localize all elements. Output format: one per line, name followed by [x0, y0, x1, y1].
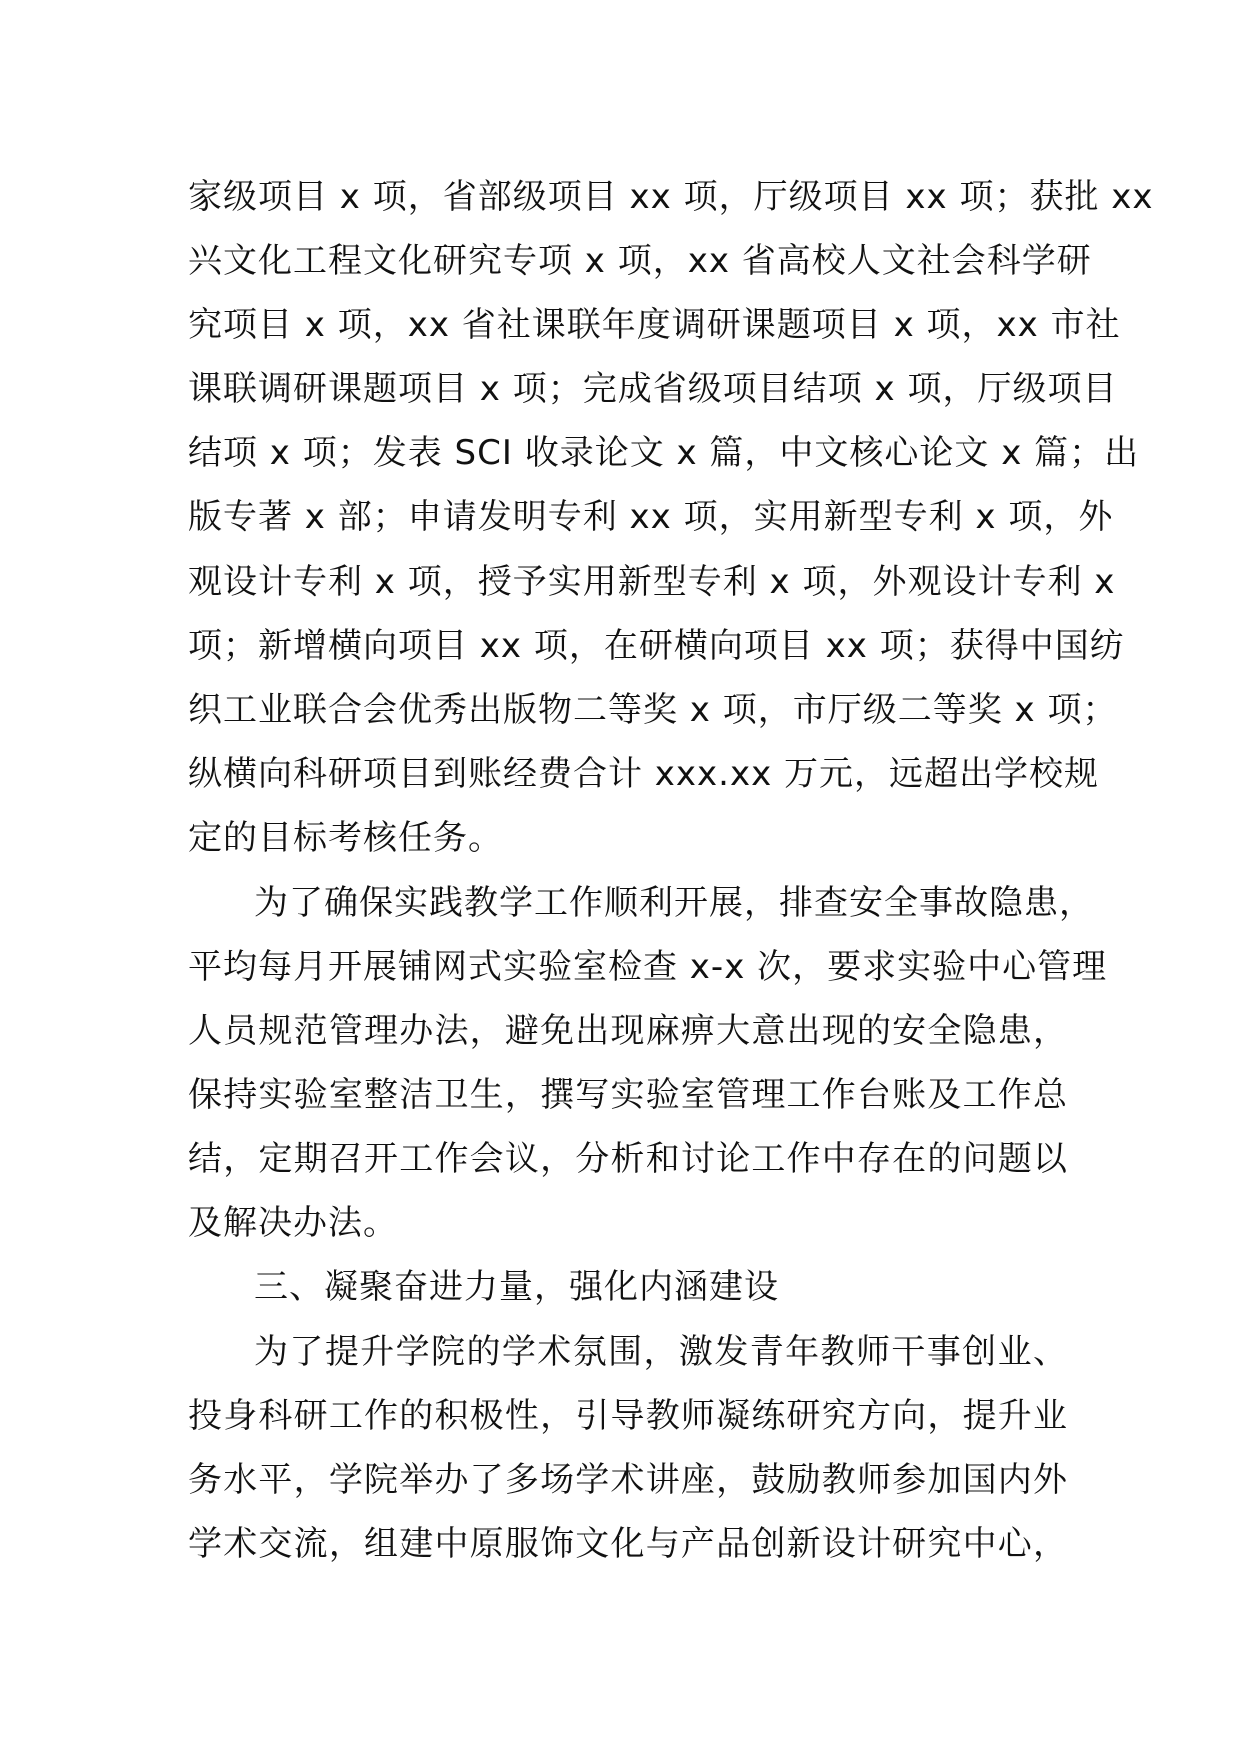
text-line: 版专著 x 部；申请发明专利 xx 项，实用新型专利 x 项，外	[188, 497, 1114, 537]
text-line: 平均每月开展铺网式实验室检查 x-x 次，要求实验中心管理	[188, 947, 1108, 987]
text-line: 为了提升学院的学术氛围，激发青年教师干事创业、	[254, 1332, 1068, 1372]
text-line: 兴文化工程文化研究专项 x 项，xx 省高校人文社会科学研	[188, 241, 1092, 281]
text-line: 结项 x 项；发表 SCI 收录论文 x 篇，中文核心论文 x 篇；出	[188, 433, 1140, 473]
text-line: 究项目 x 项，xx 省社课联年度调研课题项目 x 项，xx 市社	[188, 305, 1121, 345]
text-line: 家级项目 x 项，省部级项目 xx 项，厅级项目 xx 项；获批 xx	[188, 177, 1154, 217]
text-line: 投身科研工作的积极性，引导教师凝练研究方向，提升业	[188, 1396, 1068, 1436]
text-line: 织工业联合会优秀出版物二等奖 x 项，市厅级二等奖 x 项；	[188, 690, 1118, 730]
text-line: 课联调研课题项目 x 项；完成省级项目结项 x 项，厅级项目	[188, 369, 1118, 409]
text-line: 定的目标考核任务。	[188, 818, 503, 858]
section-heading: 三、凝聚奋进力量，强化内涵建设	[254, 1267, 779, 1307]
text-line: 观设计专利 x 项，授予实用新型专利 x 项，外观设计专利 x	[188, 562, 1116, 602]
text-line: 务水平，学院举办了多场学术讲座，鼓励教师参加国内外	[188, 1460, 1068, 1500]
text-line: 保持实验室整洁卫生，撰写实验室管理工作台账及工作总	[188, 1075, 1068, 1115]
text-line: 为了确保实践教学工作顺利开展，排查安全事故隐患，	[254, 883, 1094, 923]
text-line: 人员规范管理办法，避免出现麻痹大意出现的安全隐患，	[188, 1011, 1068, 1051]
text-line: 纵横向科研项目到账经费合计 xxx.xx 万元，远超出学校规	[188, 754, 1100, 794]
text-line: 结，定期召开工作会议，分析和讨论工作中存在的问题以	[188, 1139, 1068, 1179]
text-line: 及解决办法。	[188, 1203, 398, 1243]
text-line: 项；新增横向项目 xx 项，在研横向项目 xx 项；获得中国纺	[188, 626, 1125, 666]
text-line: 学术交流，组建中原服饰文化与产品创新设计研究中心，	[188, 1524, 1068, 1564]
